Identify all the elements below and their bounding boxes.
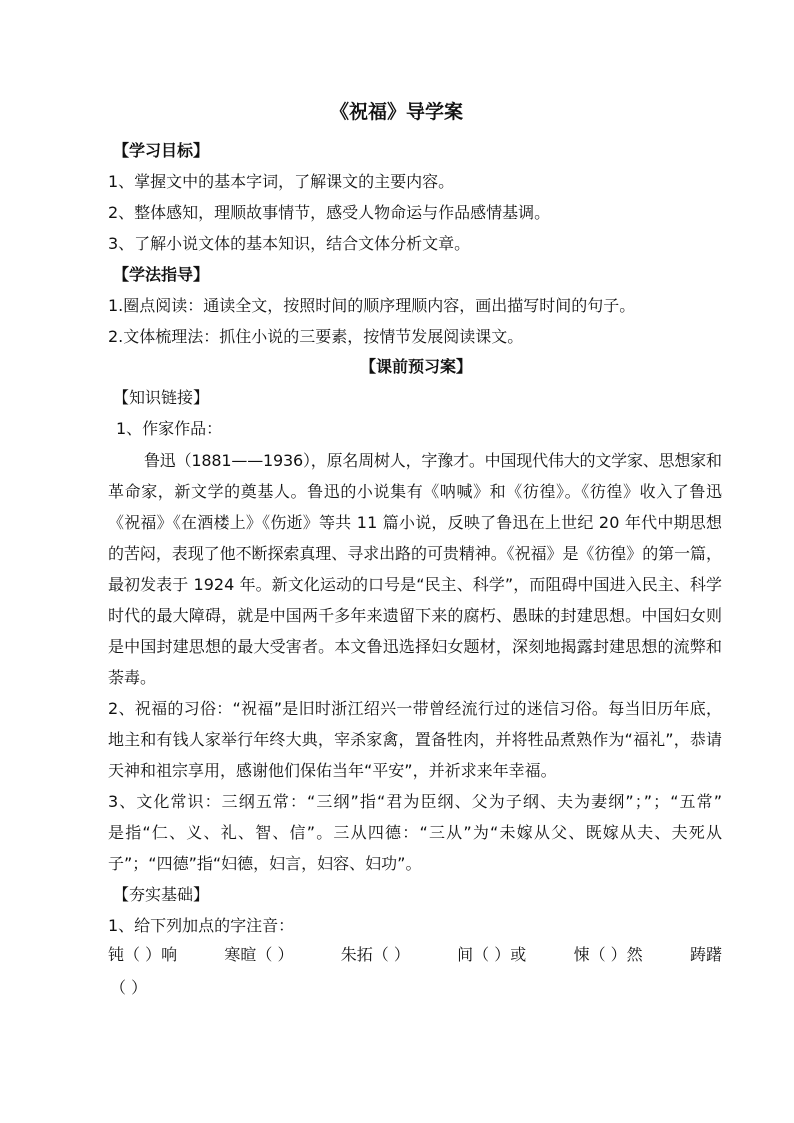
exercise-heading: 1、给下列加点的字注音： [108, 916, 295, 935]
knowledge-header: 【知识链接】 [113, 388, 210, 407]
custom-paragraph-line: 地主和有钱人家举行年终大典，宰杀家禽，置备牲肉，并将牲品煮熟作为“福礼”，恭请 [108, 730, 723, 749]
pinyin-item[interactable]: 钝（ ）响 [108, 945, 178, 964]
author-paragraph-line: 革命家，新文学的奠基人。鲁迅的小说集有《呐喊》和《彷徨》。《彷徨》收入了鲁迅 [108, 482, 723, 501]
author-heading: 1、作家作品： [116, 419, 223, 438]
pinyin-item[interactable]: 踌躇 [689, 945, 722, 964]
author-paragraph-line: 时代的最大障碍，就是中国两千多年来遗留下来的腐朽、愚昧的封建思想。中国妇女则 [108, 606, 723, 625]
pinyin-item[interactable]: 悚（ ）然 [573, 945, 643, 964]
pinyin-item[interactable]: 间（ ）或 [457, 945, 527, 964]
author-paragraph-line: 是中国封建思想的最大受害者。本文鲁迅选择妇女题材，深刻地揭露封建思想的流弊和 [108, 637, 723, 656]
custom-paragraph-line: 2、祝福的习俗：“祝福”是旧时浙江绍兴一带曾经流行过的迷信习俗。每当旧历年底， [108, 699, 723, 718]
culture-paragraph-line: 子”；“四德”指“妇德，妇言，妇容、妇功”。 [108, 854, 422, 873]
goal-item: 1、掌握文中的基本字词，了解课文的主要内容。 [108, 172, 455, 191]
author-paragraph-line: 荼毒。 [108, 668, 157, 687]
pinyin-item-tail[interactable]: （ ） [110, 978, 148, 997]
author-paragraph-line: 的苦闷，表现了他不断探索真理、寻求出路的可贵精神。《祝福》是《彷徨》的第一篇， [108, 544, 722, 563]
author-paragraph-line: 鲁迅（1881——1936），原名周树人，字豫才。中国现代伟大的文学家、思想家和 [144, 451, 722, 470]
preview-header: 【课前预习案】 [360, 357, 473, 376]
goals-header: 【学习目标】 [113, 141, 210, 160]
author-paragraph-line: 最初发表于 1924 年。新文化运动的口号是“民主、科学”，而阻碍中国进入民主、科学 [108, 575, 723, 594]
pinyin-item[interactable]: 寒暄（ ） [224, 945, 294, 964]
culture-paragraph-line: 是指“仁、义、礼、智、信”。三从四德：“三从”为“未嫁从父、既嫁从夫、夫死从 [108, 823, 724, 842]
pinyin-exercise-row [108, 944, 722, 966]
pinyin-item[interactable]: 朱拓（ ） [340, 945, 410, 964]
method-header: 【学法指导】 [113, 265, 210, 284]
author-paragraph-line: 《祝福》《在酒楼上》《伤逝》等共 11 篇小说，反映了鲁迅在上世纪 20 年代中期思想 [108, 513, 723, 532]
method-item: 2.文体梳理法：抓住小说的三要素，按情节发展阅读课文。 [108, 327, 524, 346]
method-item: 1.圈点阅读：通读全文，按照时间的顺序理顺内容，画出描写时间的句子。 [108, 296, 636, 315]
culture-paragraph-line: 3、文化常识：三纲五常：“三纲”指“君为臣纲、父为子纲、夫为妻纲”；”；“五常” [108, 792, 724, 811]
custom-paragraph-line: 天神和祖宗享用，感谢他们保佑当年“平安”，并祈求来年幸福。 [108, 761, 557, 780]
foundation-header: 【夯实基础】 [113, 885, 210, 904]
page-title: 《祝福》导学案 [330, 101, 464, 123]
goal-item: 2、整体感知，理顺故事情节，感受人物命运与作品感情基调。 [108, 203, 551, 222]
goal-item: 3、了解小说文体的基本知识，结合文体分析文章。 [108, 234, 471, 253]
